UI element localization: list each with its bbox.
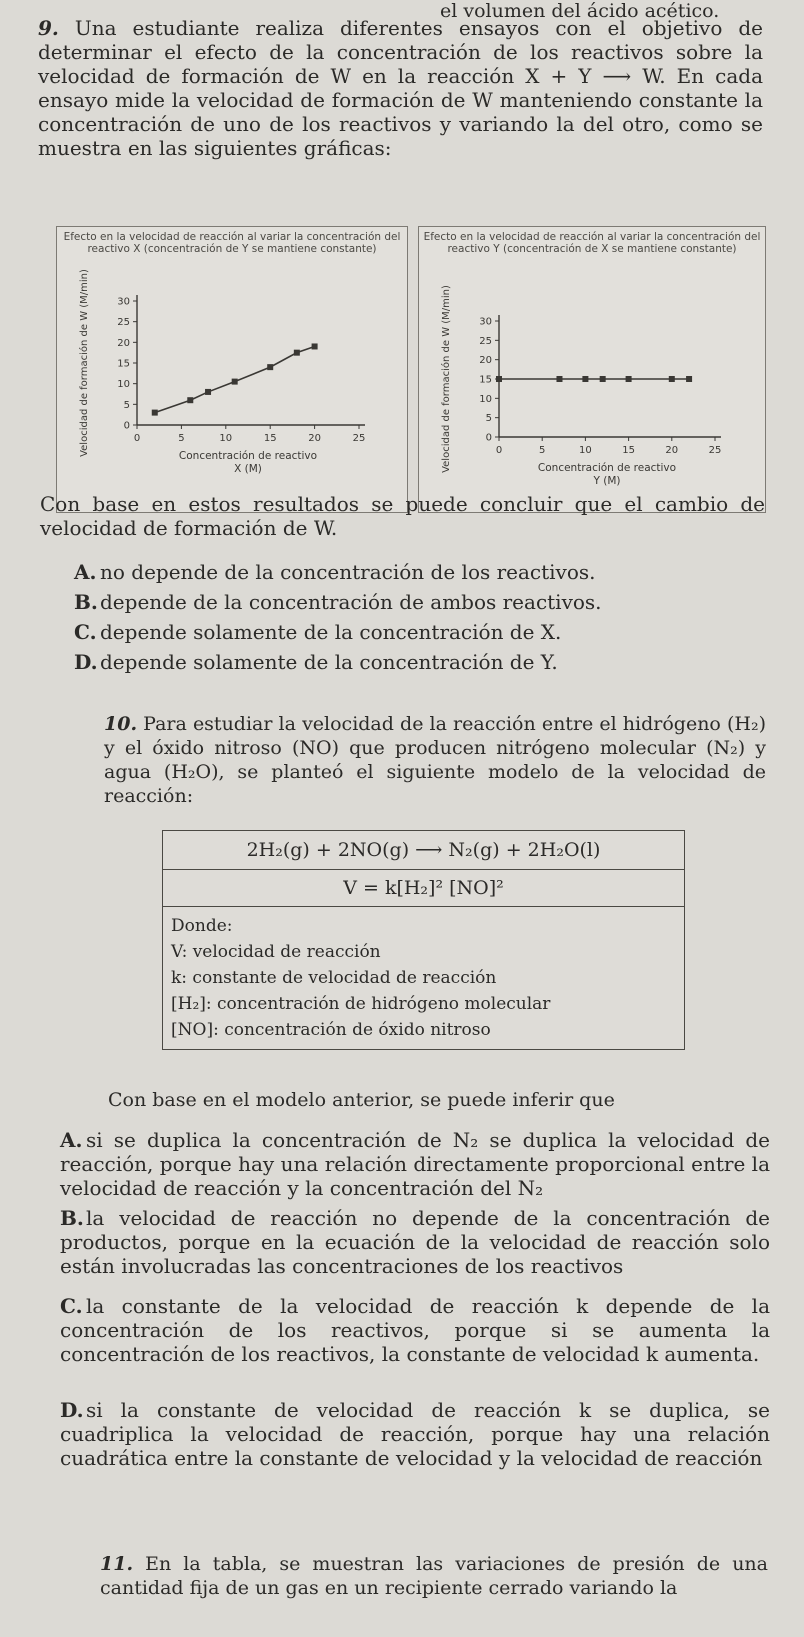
y-tick-label: 30 bbox=[117, 296, 130, 308]
question-9-text: Una estudiante realiza diferentes ensayos con el objetivo de determinar el efecto de la concentración de los reactivos sobre la velocidad de formación de W en la reacción X + Y ⟶ W. En cada ensayo mide la velocidad de formación de W manteniendo constante la concentración de uno de los reactivos y variando la del otro, como se muestra en las siguientes gráficas: bbox=[38, 16, 763, 160]
x-tick-label: 5 bbox=[178, 433, 185, 444]
rate-law: V = k[H₂]² [NO]² bbox=[163, 870, 684, 907]
question-10-text: Para estudiar la velocidad de la reacción entre el hidrógeno (H₂) y el óxido nitroso (NO) que producen nitrógeno molecular (N₂) y agua (H₂O), se planteó el siguiente modelo de la velocidad de reacción: bbox=[104, 713, 766, 807]
x-axis-label: Concentración de reactivo X (M) bbox=[178, 450, 318, 475]
data-point bbox=[669, 376, 675, 382]
question-11-number: 11. bbox=[100, 1553, 134, 1575]
y-tick-label: 10 bbox=[479, 393, 492, 405]
data-point bbox=[556, 376, 562, 382]
x-tick-label: 0 bbox=[133, 433, 141, 444]
y-axis-label: Velocidad de formación de W (M/min) bbox=[79, 269, 90, 457]
y-tick-label: 15 bbox=[479, 374, 492, 386]
data-point bbox=[626, 376, 632, 382]
y-tick-label: 15 bbox=[117, 358, 130, 370]
y-tick-label: 25 bbox=[117, 317, 130, 329]
question-10-option-d[interactable]: D. si la constante de velocidad de reacción k se duplica, se cuadriplica la velocidad de reacción, porque hay una relación cuadrática entre la constante de velocidad y la velocidad de reacción bbox=[60, 1398, 770, 1470]
data-point bbox=[205, 389, 211, 395]
data-point bbox=[187, 397, 193, 403]
y-tick-label: 0 bbox=[123, 420, 130, 432]
data-point bbox=[600, 376, 606, 382]
data-point bbox=[294, 350, 300, 356]
question-11-stem bbox=[100, 1552, 768, 1600]
chart-y-box bbox=[418, 226, 766, 513]
data-point bbox=[152, 410, 158, 416]
definitions-heading: Donde: bbox=[171, 916, 233, 936]
question-10-number: 10. bbox=[104, 713, 138, 735]
previous-question-fragment: el volumen del ácido acético. bbox=[440, 0, 720, 22]
y-tick-label: 20 bbox=[117, 337, 130, 349]
question-10-option-b[interactable]: B. la velocidad de reacción no depende de la concentración de productos, porque en la ecuación de la velocidad de reacción solo están involucradas las concentraciones de los reactivos bbox=[60, 1206, 770, 1278]
reaction-equation: 2H₂(g) + 2NO(g) ⟶ N₂(g) + 2H₂O(l) bbox=[163, 831, 684, 870]
x-axis-label: Concentración de reactivo Y (M) bbox=[537, 462, 677, 487]
x-tick-label: 0 bbox=[495, 445, 503, 456]
y-tick-label: 20 bbox=[479, 355, 492, 367]
data-point bbox=[232, 379, 238, 385]
y-tick-label: 0 bbox=[485, 432, 492, 444]
data-point bbox=[686, 376, 692, 382]
chart-y-plot bbox=[419, 227, 765, 512]
question-10-stem bbox=[104, 712, 766, 808]
question-9-option-a[interactable]: A. no depende de la concentración de los reactivos. bbox=[74, 560, 596, 584]
question-10-follow: Con base en el modelo anterior, se puede inferir que bbox=[108, 1089, 615, 1111]
question-9-option-d[interactable]: D. depende solamente de la concentración de Y. bbox=[74, 650, 558, 674]
question-9-option-c[interactable]: C. depende solamente de la concentración de X. bbox=[74, 620, 562, 644]
chart-x-box bbox=[56, 226, 408, 513]
chart-y-title: Efecto en la velocidad de reacción al variar la concentración del reactivo Y (concentración de X se mantiene constante) bbox=[423, 231, 761, 255]
x-tick-label: 5 bbox=[539, 445, 546, 456]
data-point bbox=[312, 343, 318, 349]
chart-x-title: Efecto en la velocidad de reacción al variar la concentración del reactivo X (concentración de Y se mantiene constante) bbox=[63, 231, 401, 255]
y-tick-label: 25 bbox=[479, 335, 492, 347]
question-9-follow: Con base en estos resultados se puede concluir que el cambio de velocidad de formación de W. bbox=[40, 492, 765, 540]
question-9-number: 9. bbox=[38, 16, 59, 40]
question-9-stem bbox=[38, 16, 763, 160]
rate-model-box bbox=[162, 830, 685, 1050]
x-tick-label: 20 bbox=[308, 433, 321, 444]
y-tick-label: 10 bbox=[117, 379, 130, 391]
y-axis-label: Velocidad de formación de W (M/min) bbox=[441, 285, 452, 473]
y-tick-label: 5 bbox=[485, 413, 492, 425]
definition-item: [NO]: concentración de óxido nitroso bbox=[171, 1020, 491, 1040]
definitions-list bbox=[163, 907, 684, 1049]
y-tick-label: 5 bbox=[123, 399, 130, 411]
question-11-text: En la tabla, se muestran las variaciones de presión de una cantidad fija de un gas en un recipiente cerrado variando la bbox=[100, 1553, 768, 1599]
x-tick-label: 15 bbox=[622, 445, 635, 456]
data-point bbox=[496, 376, 502, 382]
definition-item: k: constante de velocidad de reacción bbox=[171, 968, 497, 988]
y-tick-label: 30 bbox=[479, 316, 492, 328]
question-9-option-b[interactable]: B. depende de la concentración de ambos reactivos. bbox=[74, 590, 602, 614]
definition-item: V: velocidad de reacción bbox=[171, 942, 381, 962]
definition-item: [H₂]: concentración de hidrógeno molecular bbox=[171, 994, 551, 1014]
chart-x-plot bbox=[57, 227, 407, 512]
question-10-option-c[interactable]: C. la constante de la velocidad de reacción k depende de la concentración de los reactivos, porque si se aumenta la concentración de los reactivos, la constante de velocidad k aumenta. bbox=[60, 1294, 770, 1366]
data-point bbox=[267, 364, 273, 370]
x-tick-label: 15 bbox=[263, 433, 277, 444]
data-point bbox=[582, 376, 588, 382]
x-tick-label: 10 bbox=[219, 433, 233, 444]
x-tick-label: 25 bbox=[708, 445, 722, 456]
x-tick-label: 20 bbox=[665, 445, 679, 456]
question-10-option-a[interactable]: A. si se duplica la concentración de N₂ se duplica la velocidad de reacción, porque hay una relación directamente proporcional entre la velocidad de reacción y la concentración del N₂ bbox=[60, 1128, 770, 1200]
x-tick-label: 25 bbox=[352, 433, 366, 444]
x-tick-label: 10 bbox=[579, 445, 592, 456]
